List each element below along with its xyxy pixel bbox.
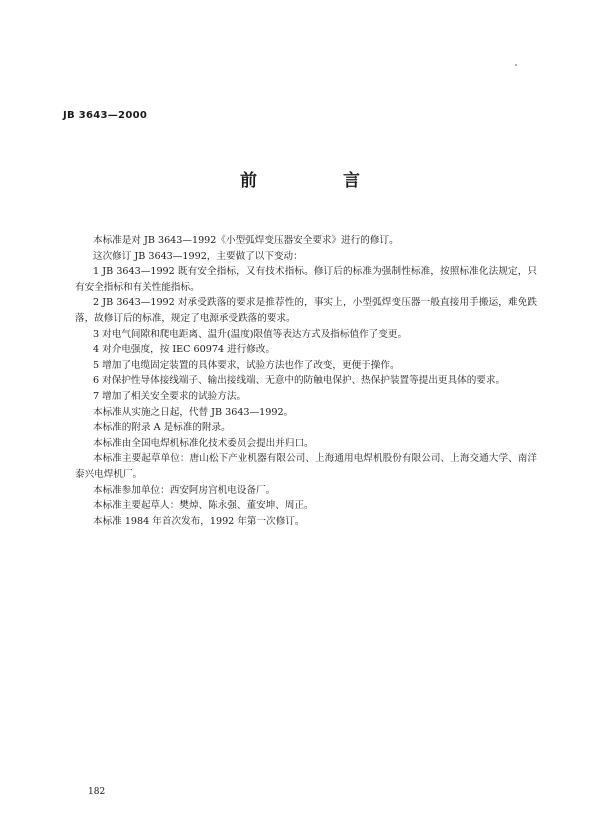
list-item: 1 JB 3643—1992 既有安全指标，又有技术指标。修订后的标准为强制性标准，按照标准化法规定，只有安全指标和有关性能指标。 xyxy=(75,266,537,293)
scan-speck xyxy=(515,64,517,66)
paragraph: 本标准参加单位：西安阿房宫机电设备厂。 xyxy=(93,484,276,496)
list-item: 6 对保护性导体接线端子、输出接线端、无意中的防触电保护、热保护装置等提出更具体的要求。 xyxy=(93,375,506,387)
paragraph: 本标准主要起草单位：唐山松下产业机器有限公司、上海通用电焊机股份有限公司、上海交通大学、南洋泰兴电焊机厂。 xyxy=(75,453,537,480)
page-number: 182 xyxy=(88,787,106,797)
paragraph: 本标准从实施之日起，代替 JB 3643—1992。 xyxy=(93,406,294,418)
paragraph: 本标准由全国电焊机标准化技术委员会提出并归口。 xyxy=(93,437,314,449)
list-item: 5 增加了电缆固定装置的具体要求，试验方法也作了改变，更便于操作。 xyxy=(93,359,400,371)
page-title: 前 言 xyxy=(240,171,400,191)
paragraph: 本标准是对 JB 3643—1992《小型弧焊变压器安全要求》进行的修订。 xyxy=(93,235,399,246)
paragraph: 这次修订 JB 3643—1992，主要做了以下变动： xyxy=(93,250,303,262)
paragraph: 本标准 1984 年首次发布，1992 年第一次修订。 xyxy=(93,515,305,527)
list-item: 7 增加了相关安全要求的试验方法。 xyxy=(93,390,247,402)
paragraph: 本标准的附录 A 是标准的附录。 xyxy=(93,422,231,434)
list-item: 2 JB 3643—1992 对承受跌落的要求是推荐性的，事实上，小型弧焊变压器一般直接用手搬运，难免跌落，故修订后的标准，规定了电源承受跌落的要求。 xyxy=(75,297,537,324)
paragraph: 本标准主要起草人：樊焯、陈永强、董安坤、周正。 xyxy=(93,500,314,512)
list-item: 3 对电气间隙和爬电距离、温升(温度)限值等表达方式及指标值作了变更。 xyxy=(93,328,408,340)
list-item: 4 对介电强度，按 IEC 60974 进行修改。 xyxy=(93,344,276,356)
standard-code: JB 3643—2000 xyxy=(63,110,148,121)
foreword-body xyxy=(75,233,537,529)
